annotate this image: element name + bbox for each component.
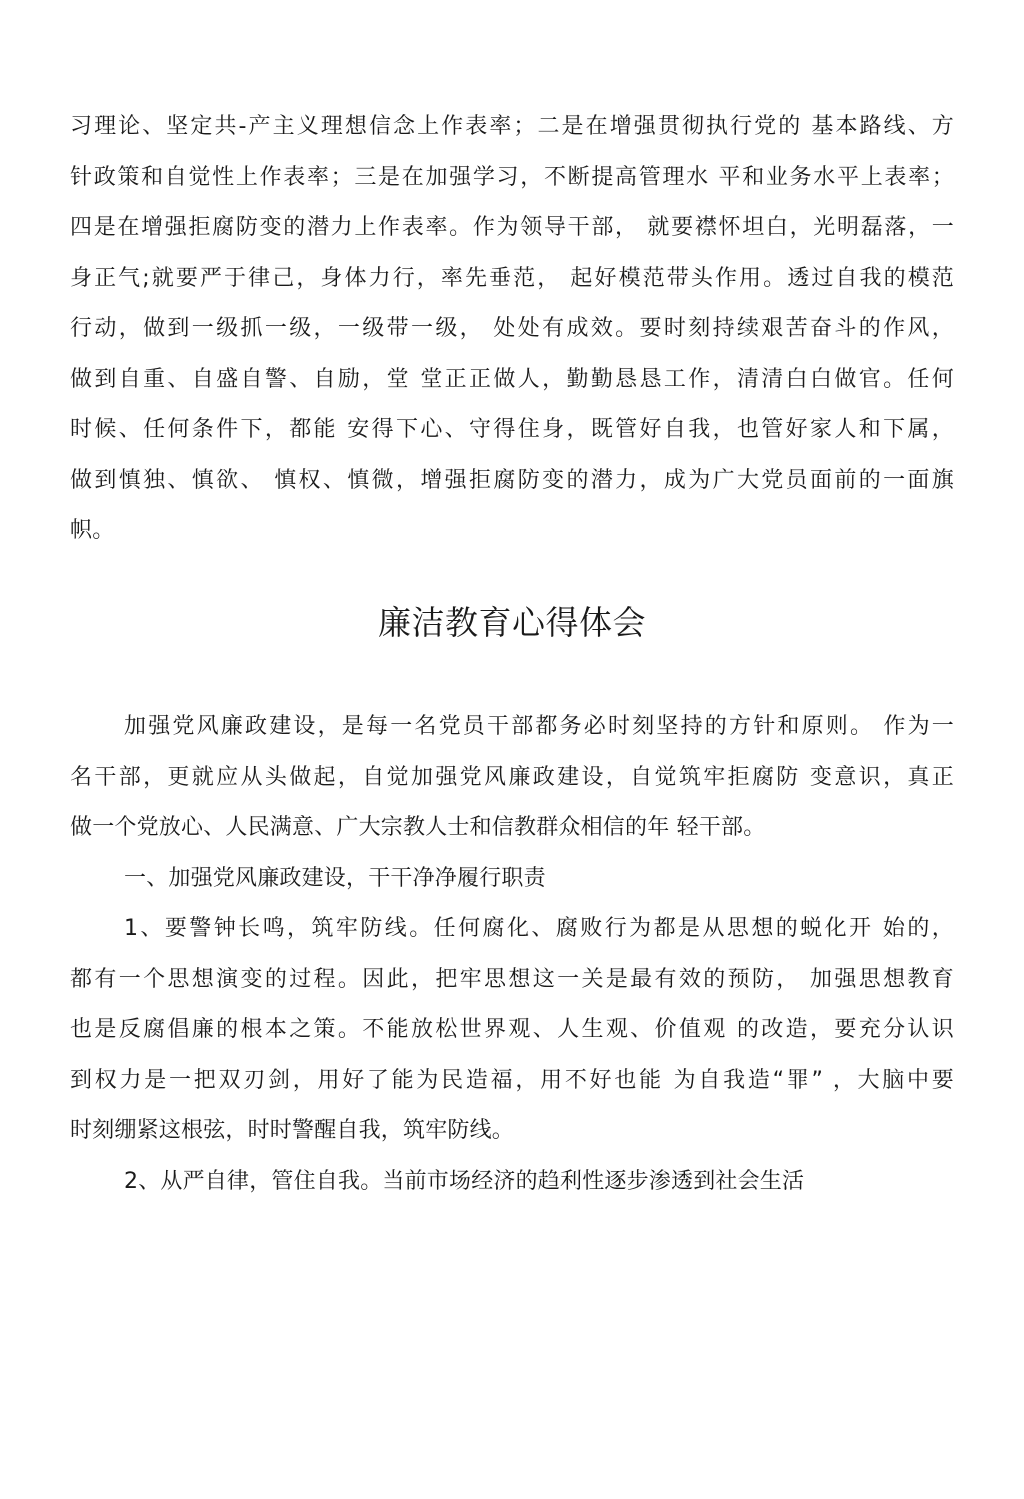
- paragraph-line: 帜。: [70, 518, 115, 543]
- paragraph-line: 针政策和自觉性上作表率；三是在加强学习，不断提高管理水 平和业务水平上表率；: [70, 164, 954, 190]
- point-2-paragraph: [70, 1157, 954, 1208]
- paragraph-line: 也是反腐倡廉的根本之策。不能放松世界观、人生观、价值观 的改造，要充分认识: [70, 1017, 954, 1042]
- paragraph-line: 加强党风廉政建设，是每一名党员干部都务必时刻坚持的方针和原则。 作为一: [124, 714, 954, 739]
- point-1-paragraph: [70, 904, 954, 1157]
- article-body: [70, 702, 954, 1207]
- paragraph-line: 到权力是一把双刃剑，用好了能为民造福，用不好也能 为自我造“罪” ，大脑中要: [70, 1067, 954, 1093]
- paragraph-line: 身正气;就要严于律己，身体力行，率先垂范， 起好模范带头作用。透过自我的模范: [70, 265, 954, 291]
- paragraph-line: 行动，做到一级抓一级，一级带一级， 处处有成效。要时刻持续艰苦奋斗的作风，: [70, 316, 954, 341]
- paragraph-line: 1、要警钟长鸣，筑牢防线。任何腐化、腐败行为都是从思想的蜕化开 始的，: [124, 916, 954, 941]
- paragraph-line: 名干部，更就应从头做起，自觉加强党风廉政建设，自觉筑牢拒腐防 变意识，真正: [70, 764, 954, 790]
- paragraph-line: 做到慎独、慎欲、 慎权、慎微，增强拒腐防变的潜力，成为广大党员面前的一面旗: [70, 467, 954, 493]
- paragraph-line: 时候、任何条件下，都能 安得下心、守得住身，既管好自我，也管好家人和下属，: [70, 417, 954, 442]
- paragraph-line: 2、从严自律，管住自我。当前市场经济的趋利性逐步渗透到社会生活: [124, 1168, 805, 1194]
- paragraph-line: 四是在增强拒腐防变的潜力上作表率。作为领导干部， 就要襟怀坦白，光明磊落，一: [70, 215, 954, 240]
- paragraph-line: 时刻绷紧这根弦，时时警醒自我，筑牢防线。: [70, 1118, 515, 1143]
- section-heading: 一、加强党风廉政建设，干干净净履行职责: [124, 865, 546, 891]
- document-title: 廉洁教育心得体会: [378, 603, 646, 642]
- paragraph-line: 做到自重、自盛自警、自励，堂 堂正正做人，勤勤恳恳工作，清清白白做官。任何: [70, 366, 954, 392]
- paragraph-line: 都有一个思想演变的过程。因此，把牢思想这一关是最有效的预防， 加强思想教育: [70, 966, 954, 992]
- continuation-paragraph: [70, 102, 954, 557]
- paragraph-line: 做一个党放心、人民满意、广大宗教人士和信教群众相信的年 轻干部。: [70, 815, 766, 840]
- paragraph-line: 习理论、坚定共-产主义理想信念上作表率；二是在增强贯彻执行党的 基本路线、方: [70, 114, 954, 139]
- intro-paragraph: [70, 702, 954, 854]
